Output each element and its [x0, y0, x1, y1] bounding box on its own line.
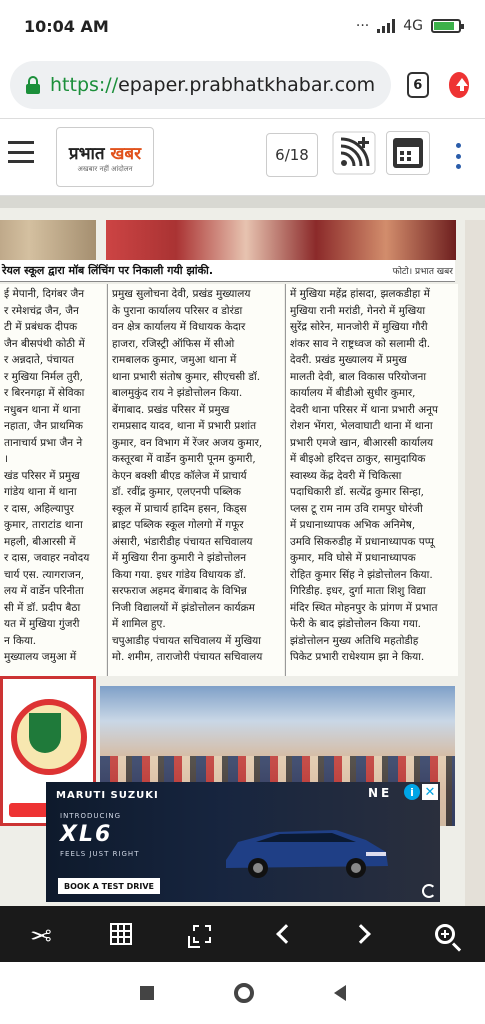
grid-icon	[110, 923, 132, 945]
ad-model: XL6	[60, 822, 113, 847]
recents-button[interactable]	[140, 986, 154, 1000]
status-indicators	[356, 18, 461, 34]
ellipsis-icon: ···	[355, 18, 370, 34]
article-paragraph: प्रमुख सुलोचना देवी, प्रखंड मुख्यालय के पुराना कार्यालय परिसर व डोरंडा वन क्षेत्र कार्यालय में विधायक केदार हाजरा, रजिस्ट्री ऑफिस में सीओ रामबालक कुमार, जमुआ थाना में थाना प्रभारी संतोष कुमार, सीएचसी डॉ. बालमुकुंद राय ने झंडोत्तोलन किया.	[112, 288, 261, 399]
article-paragraph: गिरिडीह. इधर, दुर्गा माता शिशु विद्या मंदिर स्थित मोहनपुर के प्रांगण में प्रभात फेरी के बाद झंडोत्तोलन किया गया. झंडोत्तोलन मुख्य अतिथि महतोडीह पिकेट प्रभारी राधेश्याम झा ने किया.	[290, 585, 438, 663]
grid-view-button[interactable]	[101, 914, 141, 954]
menu-icon[interactable]	[8, 141, 34, 163]
address-bar[interactable]	[10, 61, 391, 109]
clip-button[interactable]	[20, 914, 60, 954]
article-paragraph: में मुखिया महेंद्र हांसदा, झलकडीहा में मुखिया रानी मरांडी, गेनरो में मुखिया सुरेंद्र सोरेन, मानजोरी में मुखिया गौरी शंकर साव ने राष्ट्रध्वज को सलामी दी.	[290, 288, 431, 350]
article-paragraph: बेंगाबाद. प्रखंड परिसर में प्रमुख रामप्रसाद यादव, थाना में प्रभारी प्रशांत कुमार, वन विभाग में रेंजर अजय कुमार, कस्तूरबा में वार्डेन कुमारी पूनम कुमारी, केएन बक्शी बीएड कॉलेज में प्राचार्य डॉ. रवींद्र कुमार, एलएनपी पब्लिक स्कूल में प्राचार्य हादिम हसन, किड्स ब्राइट पब्लिक स्कूल गोलगो में गफूर अंसारी, भंडारीडीह पंचायत सचिवालय में मुखिया रीना कुमारी ने झंडोत्तोलन किया गया. इधर गांडेय विधायक डॉ. सरफराज अहमद बेंगाबाद के विभिन्न निजी विद्यालयों में झंडोत्तोलन कार्यक्रम में शामिल हुए.	[112, 403, 263, 630]
article-paragraph: ई मेपानी, दिगंबर जैन र रमेशचंद्र जैन, जैन टी में प्रबंधक दीपक जैन बीसपंथी कोठी में र अन्नदाते, पंचायत र मुखिया निर्मल तुरी, र बिरनगढ़ा में सेविका नधुबन थाना में थाना नहाता, जैन प्राथमिक तानाचार्य प्रभा जैन ने ।	[4, 288, 85, 465]
ad-banner[interactable]	[46, 782, 440, 902]
epaper-toolbar	[0, 118, 485, 196]
photo-crop-main	[106, 220, 456, 260]
logo-tagline: अखबार नहीं आंदोलन	[77, 164, 133, 173]
article-paragraph: चपुआडीह पंचायत सचिवालय में मुखिया मो. शमीम, ताराजोरी पंचायत सचिवालय	[112, 634, 263, 663]
photo-caption	[0, 260, 455, 282]
battery-icon	[431, 19, 461, 33]
prabhat-khabar-logo[interactable]	[56, 127, 154, 187]
crop-icon	[193, 925, 211, 943]
article-column-2	[108, 284, 284, 676]
signal-icon	[377, 19, 395, 33]
chevron-right-icon	[351, 924, 371, 944]
rss-add-icon[interactable]	[332, 131, 376, 175]
ad-close-icon[interactable]: ✕	[422, 784, 438, 800]
ad-tagline: FEELS JUST RIGHT	[60, 850, 140, 858]
lock-icon	[26, 76, 40, 94]
system-navigation-bar	[0, 962, 485, 1024]
home-button[interactable]	[234, 983, 254, 1003]
car-image	[216, 812, 396, 882]
ad-cta-button[interactable]: BOOK A TEST DRIVE	[58, 878, 160, 894]
adjacent-page-edge	[465, 220, 485, 906]
page-indicator-button[interactable]: 6/18	[266, 133, 318, 177]
network-type: 4G	[403, 18, 423, 34]
replay-icon[interactable]	[422, 884, 436, 898]
caption-text: रेयल स्कूल द्वारा मॉब लिंचिंग पर निकाली गयी झांकी.	[2, 264, 214, 277]
page-edge	[0, 196, 485, 208]
zoom-in-button[interactable]	[425, 914, 465, 954]
viewer-toolbar	[0, 906, 485, 962]
url-host: epaper.prabhatkhabar.com	[118, 74, 376, 96]
more-options-icon[interactable]	[456, 143, 462, 169]
previous-page-button[interactable]	[263, 914, 303, 954]
ad-brand: MARUTI SUZUKI	[56, 790, 159, 801]
caption-credit: फोटो। प्रभात खबर	[392, 267, 453, 277]
article-column-1	[0, 284, 106, 676]
chevron-left-icon	[276, 924, 296, 944]
status-time: 10:04 AM	[24, 16, 109, 36]
article-column-3	[286, 284, 458, 676]
emblem-shield	[29, 713, 61, 753]
url-scheme: https://	[50, 74, 119, 96]
calendar-icon[interactable]	[386, 131, 430, 175]
logo-wordmark: प्रभात खबर	[68, 143, 142, 164]
photo-crop-left	[0, 220, 96, 260]
battery-level	[434, 22, 454, 30]
scissors-icon: ✂	[29, 919, 52, 949]
article-paragraph: खंड परिसर में प्रमुख गांडेय थाना में थाना र दास, अहिल्यापुर कुमार, ताराटांड थाना महली, बीआरसी में र दास, जवाहर नवोदय चार्य एस. त्यागराजन, लय में वार्डेन परिनीता सी में डॉ. प्रदीप बैठा यत में मुखिया गुंजरी न किया.	[4, 469, 90, 647]
zoom-in-icon	[435, 924, 455, 944]
status-bar	[0, 0, 485, 52]
article-paragraph: देवरी. प्रखंड मुख्यालय में प्रमुख मालती देवी, बाल विकास परियोजना कार्यालय में बीडीओ सुधीर कुमार, देवरी थाना परिसर में थाना प्रभारी अनूप रोशन भेंगरा, भेलवाघाटी थाना में थाना प्रभारी एमजे खान, बीआरसी कार्यालय में बीइओ हरिदत्त ठाकुर, सामुदायिक स्वास्थ्य केंद्र देवरी में चिकित्सा पदाधिकारी डॉ. सत्येंद्र कुमार सिन्हा, प्लस टू राम नाम उवि रामपुर घोरंजी में प्रधानाध्यापक अभिक अनिमेष, उमवि सिकरुडीह में प्रधानाध्यापक पप्पू कुमार, मवि घोसे में प्रधानाध्यापक रोहित कुमार सिंह ने झंडोत्तोलन किया.	[290, 354, 438, 581]
article-paragraph: मुख्यालय जमुआ में	[4, 651, 77, 663]
browser-toolbar	[0, 52, 485, 118]
ad-corner-text: NE	[368, 786, 393, 800]
ad-intro: INTRODUCING	[60, 812, 122, 820]
tab-switcher-button[interactable]: 6	[407, 72, 428, 98]
ad-info-icon[interactable]: i	[404, 784, 420, 800]
back-button[interactable]	[334, 985, 346, 1001]
next-page-button[interactable]	[344, 914, 384, 954]
update-icon[interactable]	[449, 72, 470, 98]
crop-button[interactable]	[182, 914, 222, 954]
